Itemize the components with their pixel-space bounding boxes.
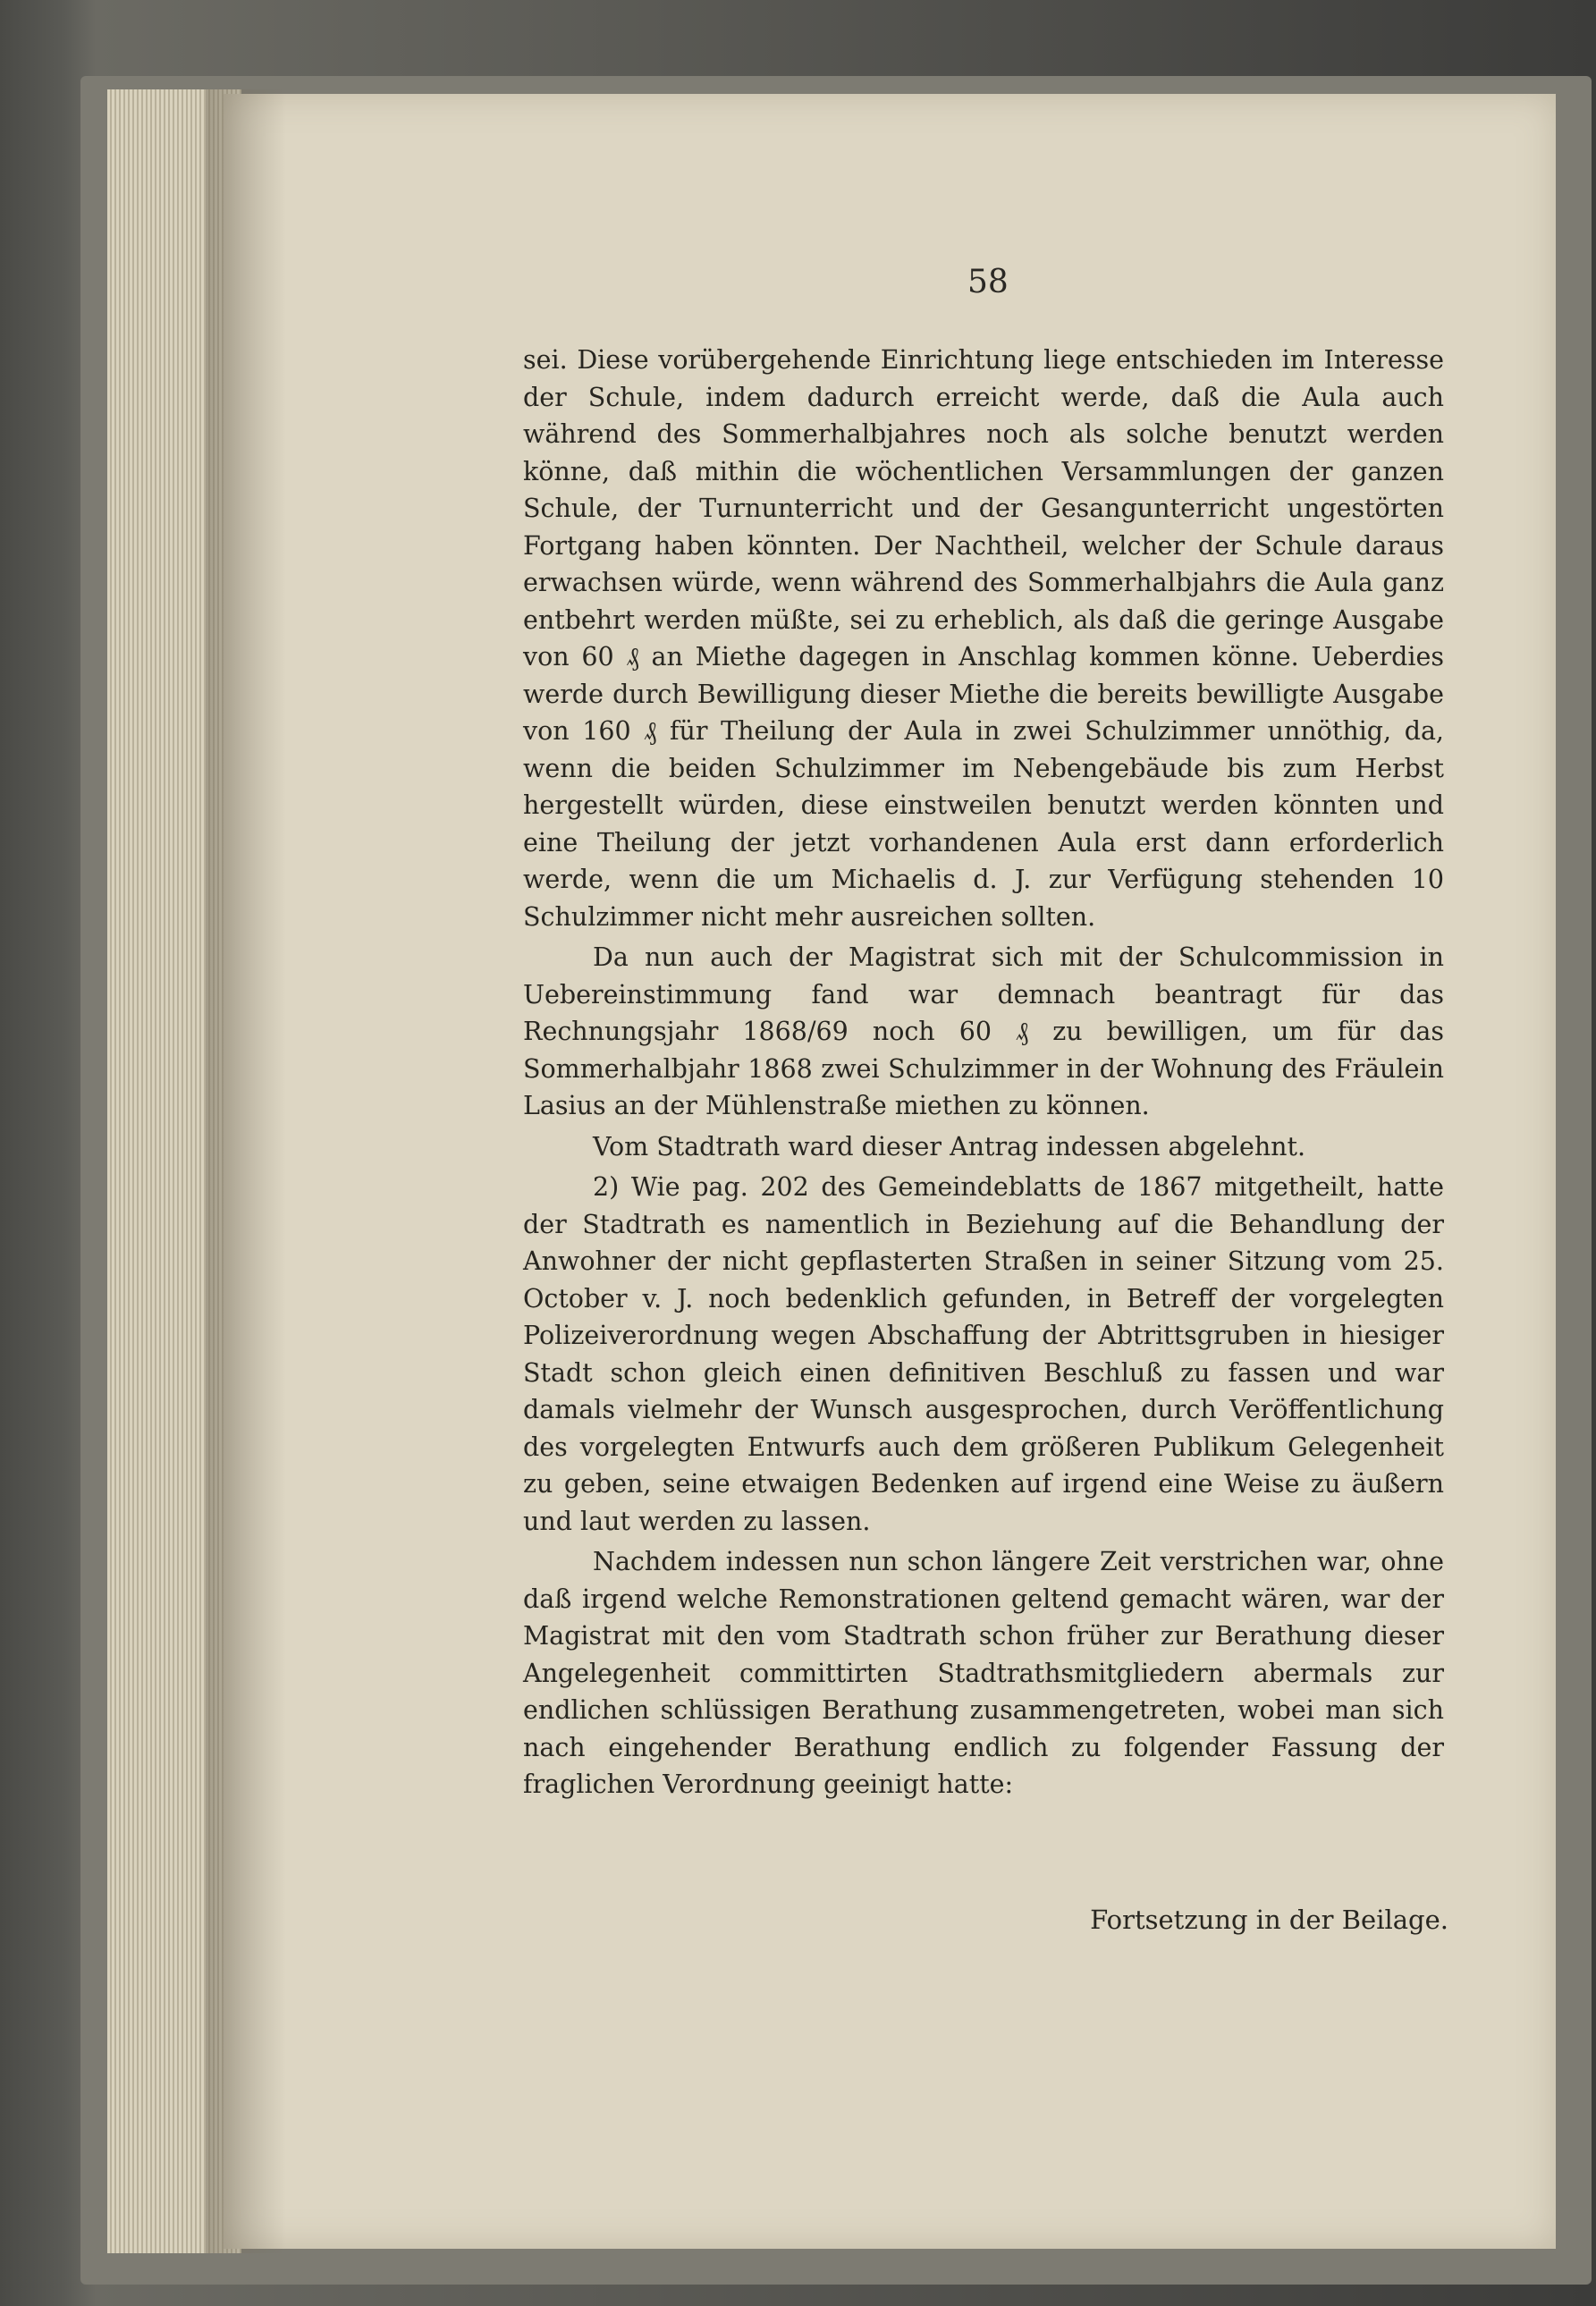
paragraph: Vom Stadtrath ward dieser Antrag indessen abgelehnt. xyxy=(593,1131,1306,1161)
paragraph: Da nun auch der Magistrat sich mit der Schulcommission in Uebereinstimmung fand war demnach beantragt für das Rechnungsjahr 1868/69 noch 60 ₰ zu bewilligen, um für das Sommerhalbjahr 1868 zwei Schulzimmer in der Wohnung des Fräulein Lasius an der Mühlenstraße miethen zu können. xyxy=(523,942,1444,1120)
body-text xyxy=(523,342,1444,1803)
paragraph: sei. Diese vorübergehende Einrichtung liege entschieden im Interesse der Schule, indem dadurch erreicht werde, daß die Aula auch während des Sommerhalbjahres noch als solche benutzt werden könne, daß mithin die wöchentlichen Versammlungen der ganzen Schule, der Turnunterricht und der Gesangunterricht ungestörten Fortgang haben könnten. Der Nachtheil, welcher der Schule daraus erwachsen würde, wenn während des Sommerhalbjahrs die Aula ganz entbehrt werden müßte, sei zu erheblich, als daß die geringe Ausgabe von 60 ₰ an Miethe dagegen in Anschlag kommen könne. Ueberdies werde durch Bewilligung dieser Miethe die bereits bewilligte Ausgabe von 160 ₰ für Theilung der Aula in zwei Schulzimmer unnöthig, da, wenn die beiden Schulzimmer im Nebengebäude bis zum Herbst hergestellt würden, diese einstweilen benutzt werden könnten und eine Theilung der jetzt vorhandenen Aula erst dann erforderlich werde, wenn die um Michaelis d. J. zur Verfügung stehenden 10 Schulzimmer nicht mehr ausreichen sollten. xyxy=(523,345,1444,932)
paragraph: 2) Wie pag. 202 des Gemeindeblatts de 1867 mitgetheilt, hatte der Stadtrath es namentlich in Beziehung auf die Behandlung der Anwohner der nicht gepflasterten Straßen in seiner Sitzung vom 25. October v. J. noch bedenklich gefunden, in Betreff der vorgelegten Polizeiverordnung wegen Abschaffung der Abtrittsgruben in hiesiger Stadt schon gleich einen definitiven Beschluß zu fassen und war damals vielmehr der Wunsch ausgesprochen, durch Veröffentlichung des vorgelegten Entwurfs auch dem größeren Publikum Gelegenheit zu geben, seine etwaigen Bedenken auf irgend eine Weise zu äußern und laut werden zu lassen. xyxy=(523,1172,1444,1536)
page-number: 58 xyxy=(967,264,1009,300)
paragraph: Nachdem indessen nun schon längere Zeit verstrichen war, ohne daß irgend welche Remonstrationen geltend gemacht wären, war der Magistrat mit den vom Stadtrath schon früher zur Berathung dieser Angelegenheit committirten Stadtrathsmitgliedern abermals zur endlichen schlüssigen Berathung zusammengetreten, wobei man sich nach eingehender Berathung endlich zu folgender Fassung der fraglichen Verordnung geeinigt hatte: xyxy=(523,1547,1444,1799)
continuation-note: Fortsetzung in der Beilage. xyxy=(1090,1905,1448,1935)
spine-shadow xyxy=(206,89,286,2253)
